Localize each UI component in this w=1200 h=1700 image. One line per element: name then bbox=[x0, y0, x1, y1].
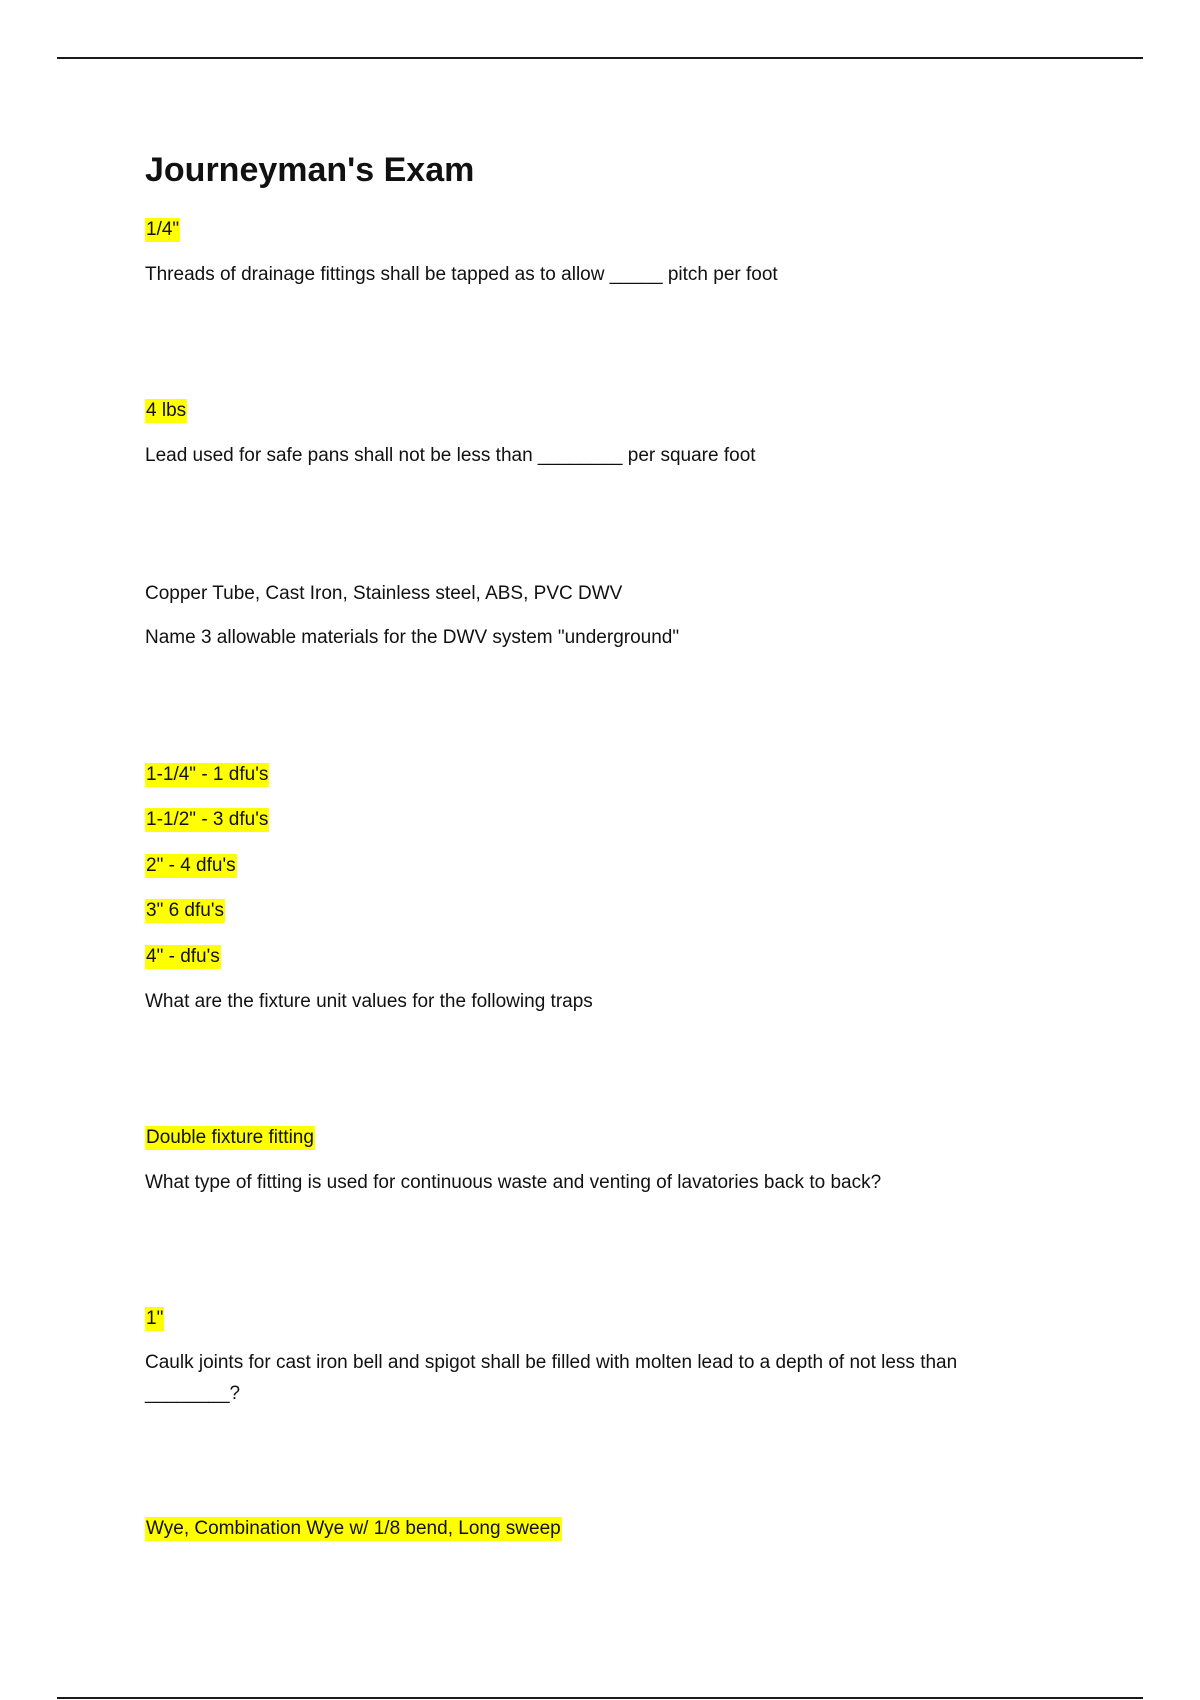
top-rule bbox=[57, 57, 1143, 59]
answer-highlight: 4" - dfu's bbox=[146, 946, 220, 967]
answer-text bbox=[145, 898, 225, 924]
question-text: What type of fitting is used for continuous waste and venting of lavatories back to back? bbox=[145, 1172, 882, 1193]
answer-highlight: 1/4" bbox=[146, 219, 180, 240]
question-text: What are the fixture unit values for the following traps bbox=[145, 991, 593, 1012]
answer-text bbox=[145, 1306, 164, 1332]
answer-highlight: 4 lbs bbox=[146, 400, 187, 421]
question-text: Name 3 allowable materials for the DWV system "underground" bbox=[145, 627, 680, 648]
answer-text bbox=[145, 398, 187, 424]
answer-highlight: 3" 6 dfu's bbox=[146, 900, 224, 921]
answer-highlight: 1-1/4" - 1 dfu's bbox=[146, 764, 269, 785]
answer-text bbox=[145, 217, 180, 243]
answer-text bbox=[145, 762, 269, 788]
answer-highlight: 1" bbox=[146, 1308, 164, 1329]
page-title: Journeyman's Exam bbox=[145, 151, 475, 189]
answer-text bbox=[145, 1125, 315, 1151]
answer-text bbox=[145, 944, 221, 970]
question-text: Lead used for safe pans shall not be less than ________ per square foot bbox=[145, 445, 756, 466]
bottom-rule bbox=[57, 1697, 1143, 1699]
answer-text bbox=[145, 853, 237, 879]
answer-highlight: 2" - 4 dfu's bbox=[146, 855, 236, 876]
answer-highlight: 1-1/2" - 3 dfu's bbox=[146, 809, 269, 830]
answer-highlight: Double fixture fitting bbox=[146, 1127, 314, 1148]
question-text: Caulk joints for cast iron bell and spigot shall be filled with molten lead to a depth of not less than ________? bbox=[145, 1352, 958, 1404]
answer-text bbox=[145, 807, 269, 833]
question-text: Threads of drainage fittings shall be tapped as to allow _____ pitch per foot bbox=[145, 264, 778, 285]
answer-text bbox=[145, 1516, 562, 1542]
answer-text: Copper Tube, Cast Iron, Stainless steel, ABS, PVC DWV bbox=[145, 583, 623, 604]
answer-highlight: Wye, Combination Wye w/ 1/8 bend, Long sweep bbox=[146, 1518, 561, 1539]
